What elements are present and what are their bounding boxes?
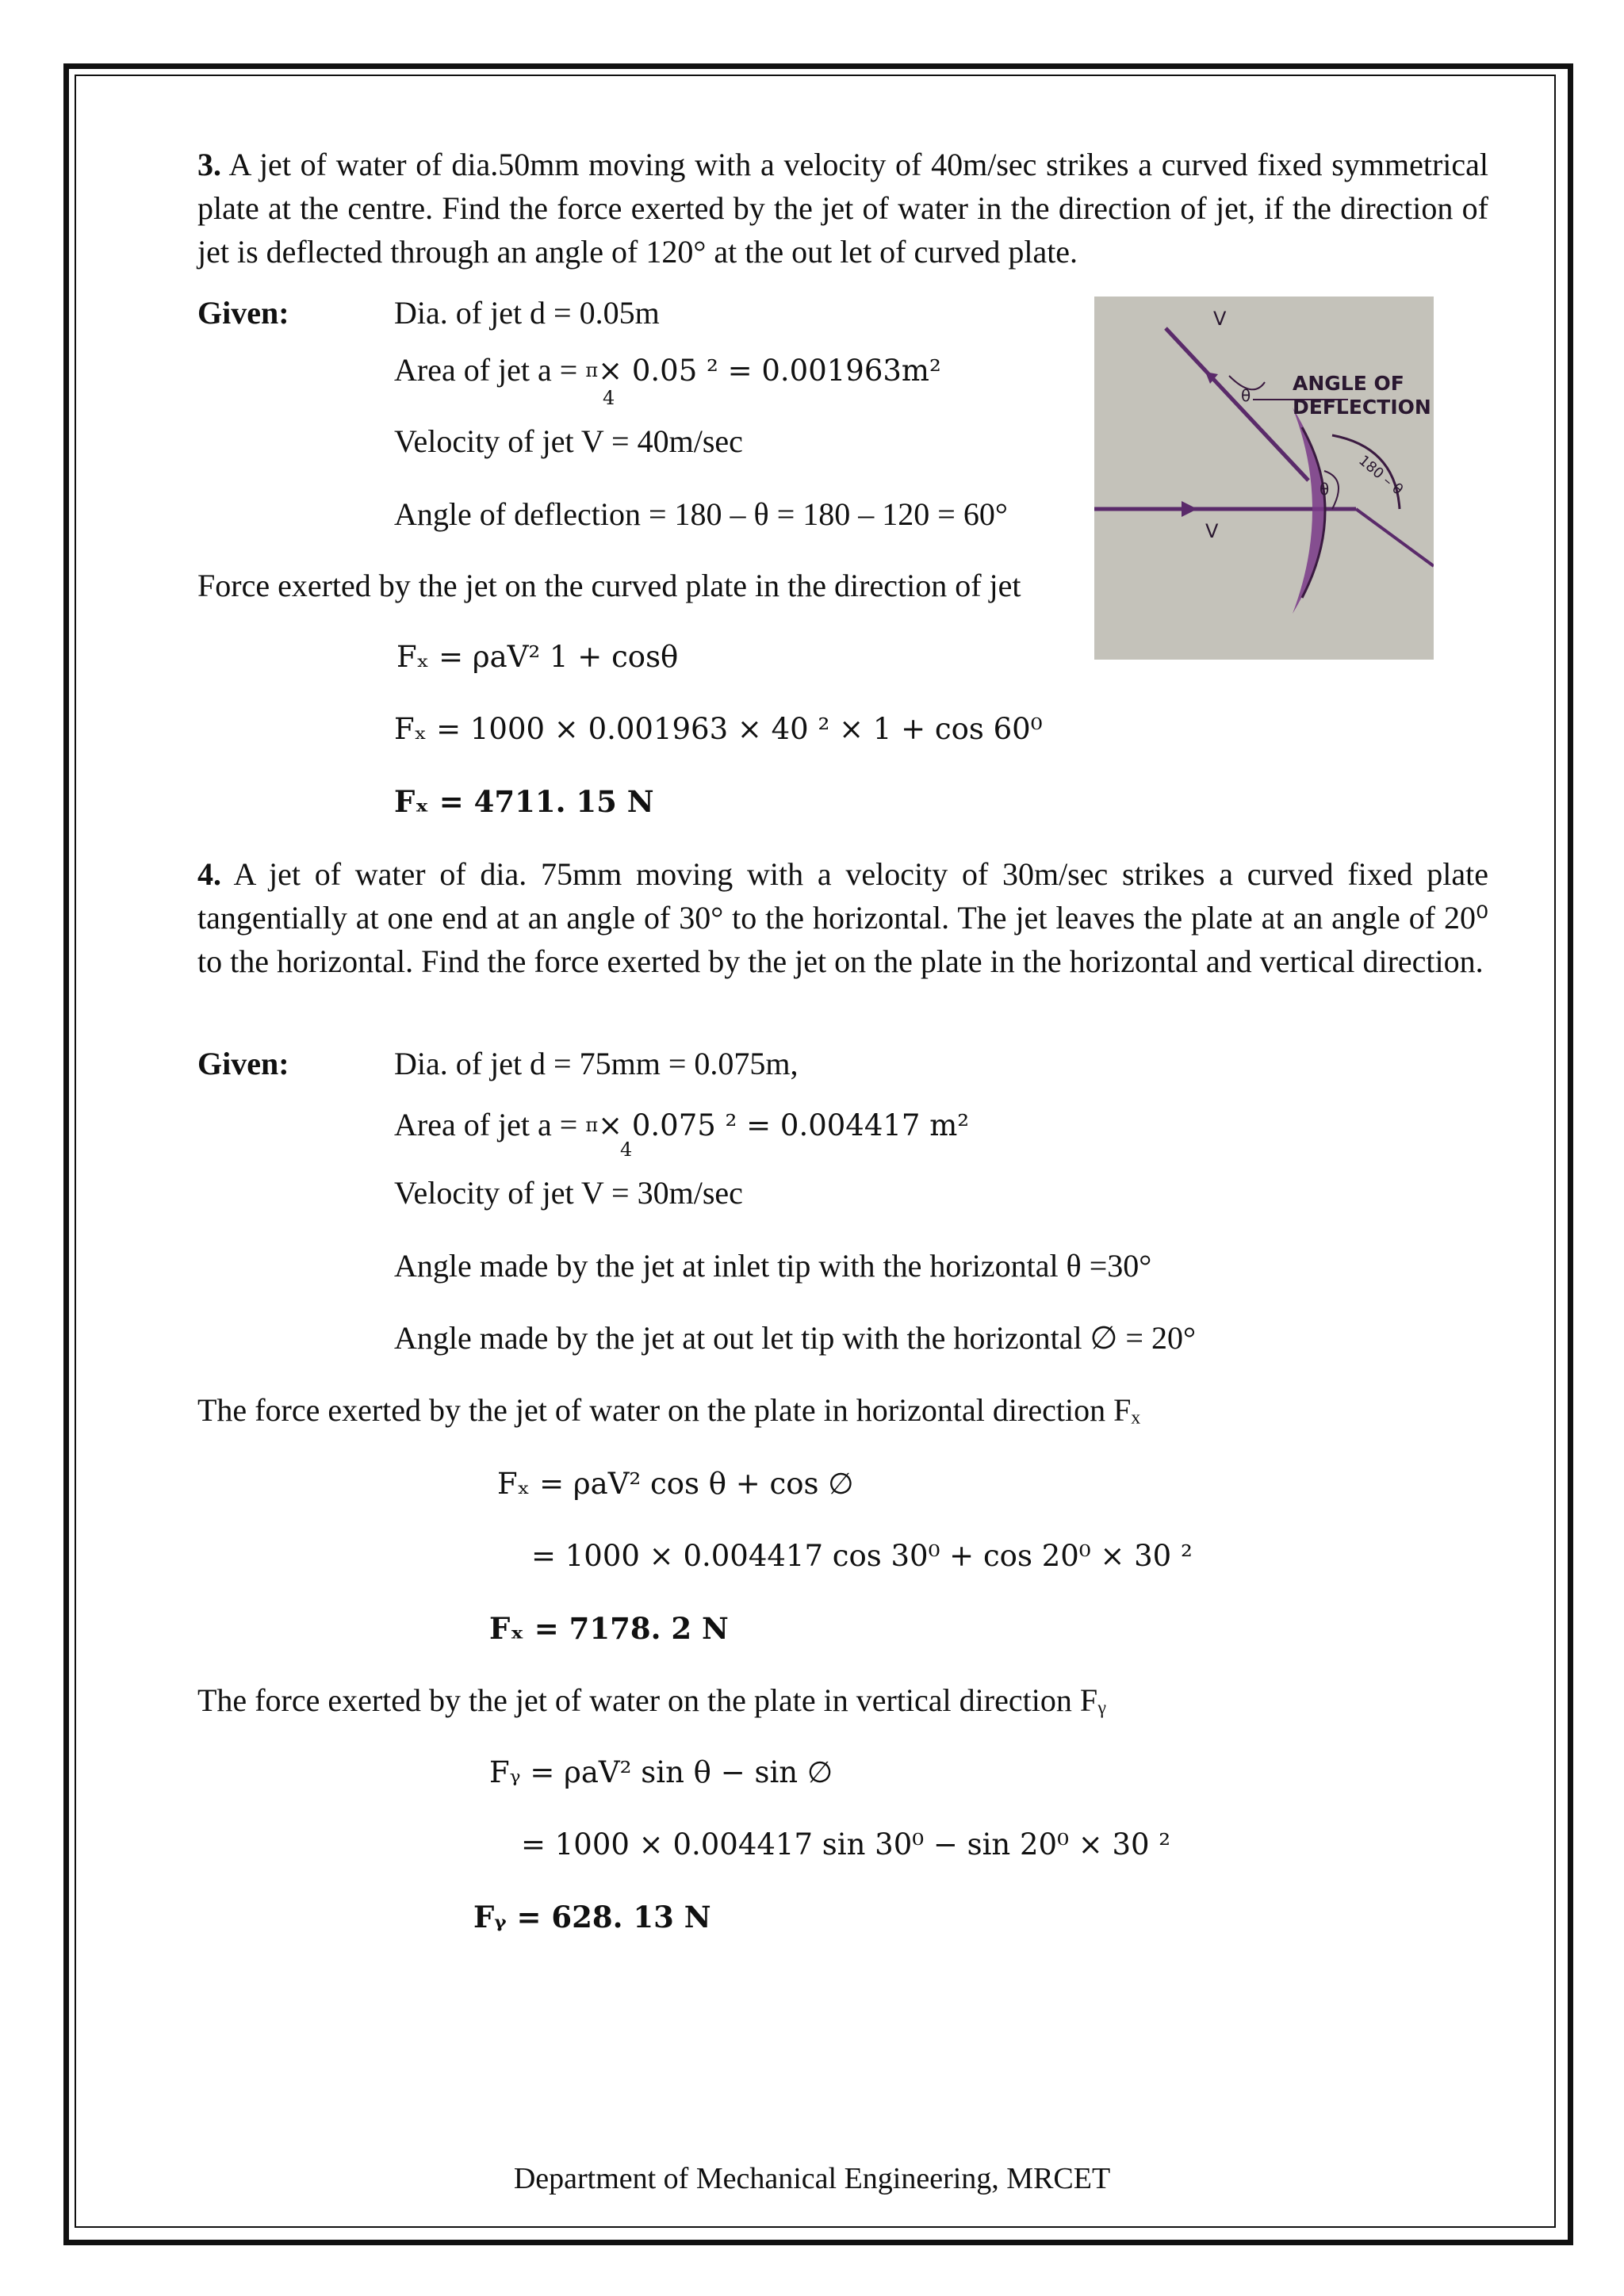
problem3-number: 3. <box>197 147 221 182</box>
problem4-fx-eq1: Fₓ = ρaV² cos θ + cos ∅ <box>497 1467 854 1501</box>
problem3-dia: Dia. of jet d = 0.05m <box>394 295 660 331</box>
problem4-given-label: Given: <box>197 1046 289 1081</box>
problem4-fx-eq3: Fₓ = 7178. 2 N <box>489 1611 729 1646</box>
problem4-number: 4. <box>197 856 221 892</box>
problem3-eq2: Fₓ = 1000 × 0.001963 × 40 ² × 1 + cos 60⁰ <box>394 712 1043 746</box>
problem3-area-prefix: Area of jet a = <box>394 352 586 388</box>
problem3-force-intro: Force exerted by the jet on the curved plate in the direction of jet <box>197 568 1021 603</box>
deflection-figure <box>1094 297 1434 660</box>
problem4-statement <box>197 852 1488 983</box>
problem3-eq3: Fₓ = 4711. 15 N <box>394 784 654 819</box>
figure-label-180: 180 – θ <box>1355 452 1407 499</box>
problem3-statement <box>197 143 1488 274</box>
figure-label-theta-bottom: θ <box>1320 480 1330 499</box>
page-footer: Department of Mechanical Engineering, MRCET <box>513 2162 1111 2195</box>
figure-label-angle-line2: DEFLECTION <box>1293 396 1431 419</box>
deflection-diagram <box>1094 297 1434 660</box>
problem3-area-denominator: 4 <box>603 387 615 409</box>
problem3-area-pi: π <box>585 359 599 381</box>
problem4-velocity: Velocity of jet V = 30m/sec <box>394 1175 743 1211</box>
problem4-dia: Dia. of jet d = 75mm = 0.075m, <box>394 1046 799 1081</box>
problem3-area-expr: × 0.05 ² = 0.001963m² <box>598 354 941 388</box>
problem4-fy-intro: The force exerted by the jet of water on the plate in vertical direction Fᵧ <box>197 1682 1106 1718</box>
problem3-angle: Angle of deflection = 180 – θ = 180 – 120 = 60° <box>394 496 1008 532</box>
problem4-area-prefix: Area of jet a = <box>394 1107 586 1142</box>
problem4-text: A jet of water of dia. 75mm moving with a velocity of 30m/sec strikes a curved fixed plate tangentially at one end at an angle of 30° to the horizontal. The jet leaves the plate at an angle of 20⁰ to the horizontal. Find the force exerted by the jet on the plate in the horizontal and vertical direction. <box>197 856 1488 979</box>
problem4-area <box>394 1104 969 1147</box>
figure-label-angle-line1: ANGLE OF <box>1293 372 1404 395</box>
problem4-fx-eq2: = 1000 × 0.004417 cos 30⁰ + cos 20⁰ × 30 ² <box>531 1539 1193 1573</box>
figure-label-theta-top: θ <box>1241 386 1251 405</box>
problem3-velocity: Velocity of jet V = 40m/sec <box>394 423 743 459</box>
problem4-outlet: Angle made by the jet at out let tip with the horizontal ∅ = 20° <box>394 1320 1196 1356</box>
problem3-given-label: Given: <box>197 295 289 331</box>
problem3-eq1: Fₓ = ρaV² 1 + cosθ <box>396 640 679 674</box>
problem4-area-denominator: 4 <box>620 1138 633 1161</box>
problem3-text: A jet of water of dia.50mm moving with a velocity of 40m/sec strikes a curved fixed symmetrical plate at the centre. Find the force exerted by the jet of water in the direction of jet, if the direction of jet is deflected through an angle of 120° at the out let of curved plate. <box>197 147 1488 270</box>
figure-label-v-top: V <box>1213 308 1227 330</box>
problem4-area-expr: × 0.075 ² = 0.004417 m² <box>598 1108 970 1142</box>
problem4-fy-eq1: Fᵧ = ρaV² sin θ − sin ∅ <box>489 1755 833 1789</box>
problem4-inlet: Angle made by the jet at inlet tip with the horizontal θ =30° <box>394 1248 1152 1284</box>
figure-label-v-bottom: V <box>1205 520 1219 542</box>
problem3-area <box>394 349 941 392</box>
problem4-area-pi: π <box>585 1114 599 1136</box>
problem4-fy-eq2: = 1000 × 0.004417 sin 30⁰ − sin 20⁰ × 30 ² <box>521 1827 1171 1862</box>
problem4-fy-eq3: Fᵧ = 628. 13 N <box>473 1900 711 1934</box>
problem4-fx-intro: The force exerted by the jet of water on the plate in horizontal direction Fₓ <box>197 1392 1140 1428</box>
